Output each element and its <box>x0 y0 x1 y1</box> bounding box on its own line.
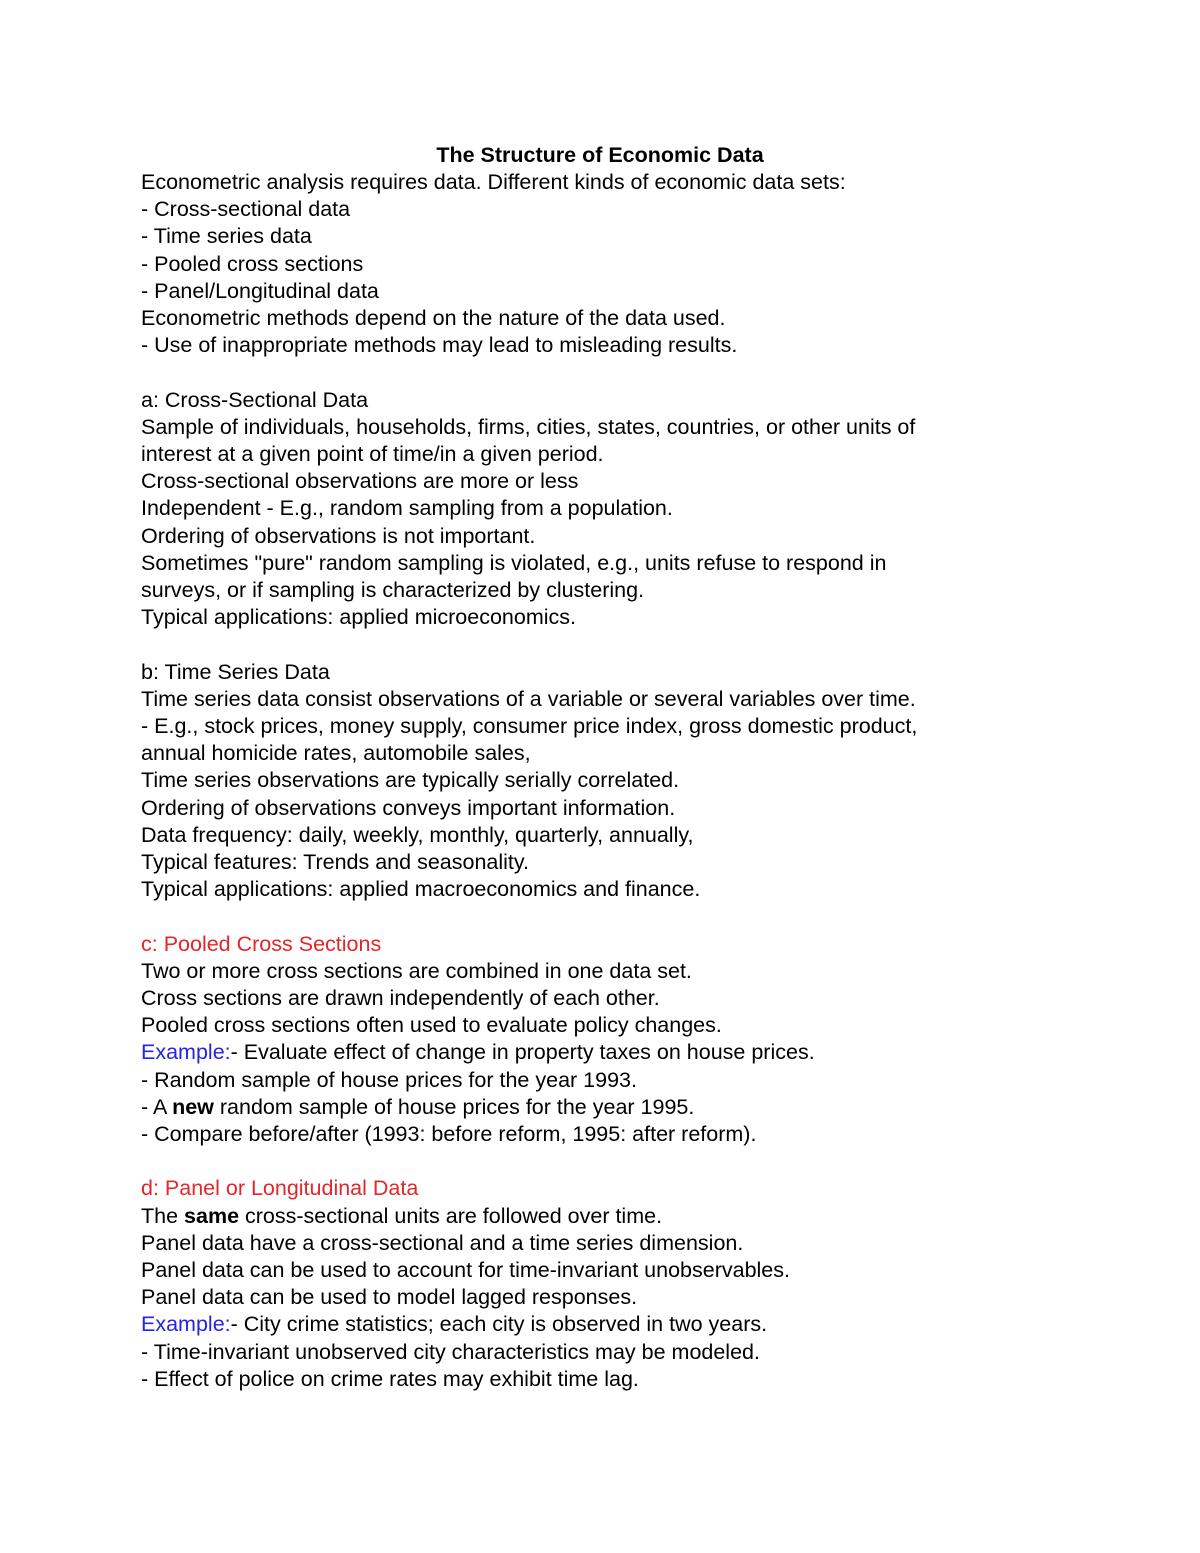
paragraph-line: surveys, or if sampling is characterized by clustering. <box>141 578 645 603</box>
time-series-section <box>141 659 1041 904</box>
paragraph-line: Panel data can be used to model lagged responses. <box>141 1285 638 1310</box>
paragraph-line: - Time-invariant unobserved city characteristics may be modeled. <box>141 1339 760 1364</box>
paragraph-line: Independent - E.g., random sampling from a population. <box>141 496 673 521</box>
page-title: The Structure of Economic Data <box>436 143 764 167</box>
paragraph-line: Cross-sectional observations are more or less <box>141 469 579 494</box>
data-type-list-item: - Pooled cross sections <box>141 251 364 276</box>
paragraph-line: Sample of individuals, households, firms, cities, states, countries, or other units of <box>141 414 916 439</box>
data-type-list-item: - Cross-sectional data <box>141 197 351 222</box>
bold-word: same <box>184 1203 240 1228</box>
paragraph-line: - E.g., stock prices, money supply, consumer price index, gross domestic product, <box>141 714 918 739</box>
example-line <box>141 1039 1041 1066</box>
paragraph-line: Sometimes "pure" random sampling is violated, e.g., units refuse to respond in <box>141 550 887 575</box>
example-label: Example: <box>141 1312 231 1337</box>
paragraph-line: interest at a given point of time/in a given period. <box>141 442 604 467</box>
paragraph-line: Panel data have a cross-sectional and a time series dimension. <box>141 1230 744 1255</box>
paragraph-line: Typical applications: applied macroeconomics and finance. <box>141 877 701 902</box>
section-heading: a: Cross-Sectional Data <box>141 387 369 412</box>
paragraph-line: Typical features: Trends and seasonality. <box>141 850 530 875</box>
text-run: The <box>141 1203 185 1228</box>
paragraph-line: - Random sample of house prices for the year 1993. <box>141 1067 637 1092</box>
paragraph-line: annual homicide rates, automobile sales, <box>141 741 531 766</box>
panel-data-section <box>141 1175 1041 1393</box>
example-label: Example: <box>141 1040 231 1065</box>
example-text: - City crime statistics; each city is observed in two years. <box>230 1312 768 1337</box>
text-run: random sample of house prices for the year 1995. <box>213 1094 695 1119</box>
example-text: - Evaluate effect of change in property taxes on house prices. <box>230 1040 815 1065</box>
paragraph-line: Panel data can be used to account for time-invariant unobservables. <box>141 1258 790 1283</box>
cross-sectional-section <box>141 387 1041 632</box>
paragraph-line: Two or more cross sections are combined in one data set. <box>141 958 692 983</box>
text-run: - A <box>141 1094 173 1119</box>
text-run: cross-sectional units are followed over time. <box>239 1203 663 1228</box>
paragraph-line: Data frequency: daily, weekly, monthly, quarterly, annually, <box>141 822 694 847</box>
data-type-list-item: - Time series data <box>141 224 312 249</box>
paragraph-line: Time series data consist observations of a variable or several variables over time. <box>141 686 916 711</box>
section-heading: c: Pooled Cross Sections <box>141 931 382 956</box>
intro-section <box>141 169 1041 359</box>
paragraph-line <box>141 1094 1041 1121</box>
paragraph-line: Pooled cross sections often used to evaluate policy changes. <box>141 1013 722 1038</box>
paragraph-line: - Effect of police on crime rates may exhibit time lag. <box>141 1366 639 1391</box>
section-heading: b: Time Series Data <box>141 659 330 684</box>
intro-line: Econometric analysis requires data. Different kinds of economic data sets: <box>141 170 846 194</box>
document-body <box>141 169 1041 1393</box>
pooled-cross-sections-section <box>141 931 1041 1149</box>
paragraph-line: Ordering of observations is not important. <box>141 523 536 548</box>
intro-line: - Use of inappropriate methods may lead to misleading results. <box>141 333 738 358</box>
example-line <box>141 1311 1041 1338</box>
section-heading: d: Panel or Longitudinal Data <box>141 1176 419 1201</box>
paragraph-line: Cross sections are drawn independently of each other. <box>141 986 660 1011</box>
paragraph-line: Ordering of observations conveys important information. <box>141 795 676 820</box>
paragraph-line: Time series observations are typically serially correlated. <box>141 768 680 793</box>
paragraph-line: - Compare before/after (1993: before reform, 1995: after reform). <box>141 1122 757 1147</box>
data-type-list-item: - Panel/Longitudinal data <box>141 278 379 303</box>
bold-word: new <box>172 1094 214 1119</box>
intro-line: Econometric methods depend on the nature of the data used. <box>141 306 726 331</box>
paragraph-line <box>141 1203 1041 1230</box>
paragraph-line: Typical applications: applied microeconomics. <box>141 605 576 630</box>
